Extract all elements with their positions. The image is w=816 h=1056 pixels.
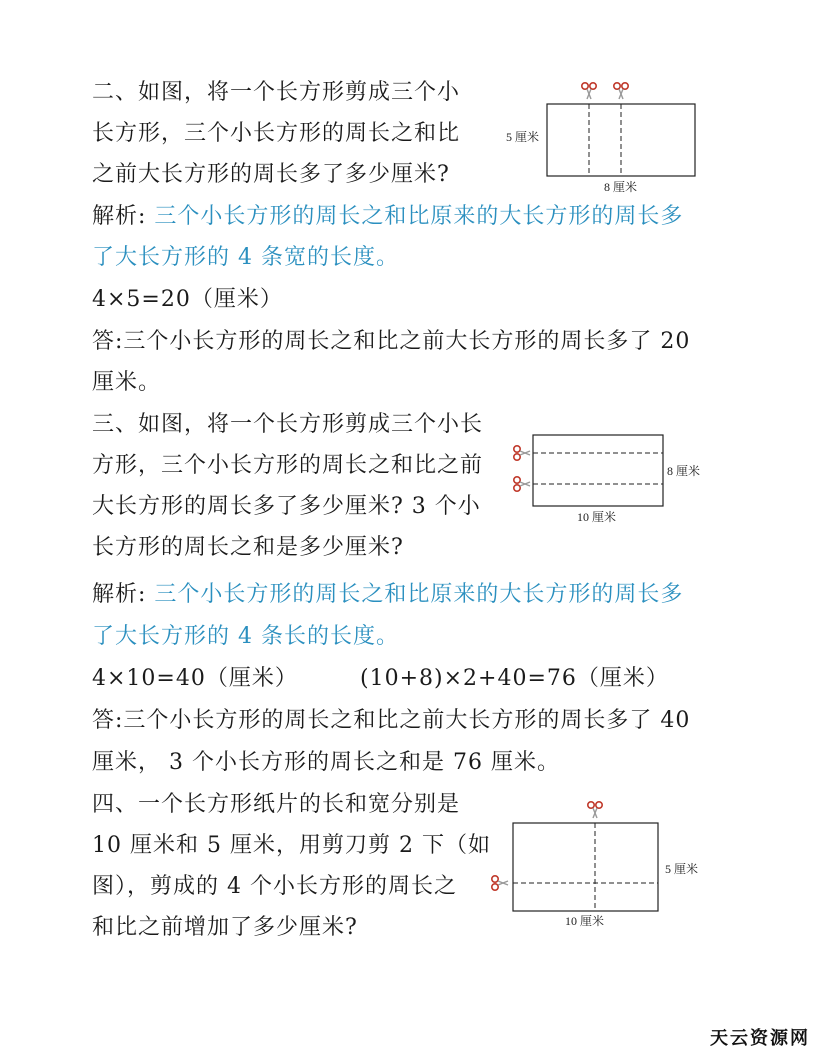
q3-analysis-label: 解析: — [92, 582, 147, 607]
q3-side-label: 8 厘米 — [667, 464, 701, 478]
scissors-icon — [614, 83, 628, 99]
q2-analysis-text-1: 三个小长方形的周长之和比原来的大长方形的周长多 — [154, 204, 684, 229]
q3-rectangle — [533, 435, 663, 506]
scissors-icon — [492, 876, 508, 890]
q3-text-line-4: 长方形的周长之和是多少厘米? — [92, 535, 404, 560]
scissors-icon — [514, 446, 530, 460]
q3-text-line-3: 大长方形的周长多了多少厘米? 3 个小 — [92, 494, 481, 519]
q3-text-line-2: 方形，三个小长方形的周长之和比之前 — [92, 453, 484, 478]
q4-text-line-3: 图），剪成的 4 个小长方形的周长之 — [92, 874, 457, 899]
q4-text-line-4: 和比之前增加了多少厘米? — [92, 915, 358, 940]
q2-analysis-line-2: 了大长方形的 4 条宽的长度。 — [92, 245, 399, 270]
q3-calc-2: (10+8)×2+40=76（厘米） — [360, 666, 669, 691]
q2-bottom-label: 8 厘米 — [604, 180, 638, 194]
q3-analysis-text-1: 三个小长方形的周长之和比原来的大长方形的周长多 — [154, 582, 684, 607]
q2-side-label: 5 厘米 — [506, 130, 540, 144]
q4-figure — [485, 795, 715, 930]
q3-answer-line-2: 厘米， 3 个小长方形的周长之和是 76 厘米。 — [92, 750, 560, 775]
q3-analysis-line-2: 了大长方形的 4 条长的长度。 — [92, 624, 399, 649]
q2-figure — [500, 76, 710, 196]
q2-answer-line-2: 厘米。 — [92, 370, 162, 395]
q3-answer-line-1: 答:三个小长方形的周长之和比之前大长方形的周长多了 40 — [92, 708, 691, 733]
q2-text-line-1: 二、如图，将一个长方形剪成三个小 — [92, 80, 461, 105]
q4-bottom-label: 10 厘米 — [565, 914, 605, 928]
scissors-icon — [582, 83, 596, 99]
q2-analysis-label: 解析: — [92, 204, 147, 229]
q4-text-line-1: 四、一个长方形纸片的长和宽分别是 — [92, 792, 461, 817]
q4-rectangle — [513, 823, 658, 911]
q4-text-line-2: 10 厘米和 5 厘米，用剪刀剪 2 下（如 — [92, 833, 491, 858]
q3-calc-1: 4×10=40（厘米） — [92, 666, 298, 691]
q3-analysis-line-1 — [92, 580, 683, 610]
scissors-icon — [514, 477, 530, 491]
watermark-text: 天云资源网 — [710, 1028, 810, 1049]
q2-text-line-2: 长方形，三个小长方形的周长之和比 — [92, 121, 461, 146]
q3-text-line-1: 三、如图，将一个长方形剪成三个小长 — [92, 412, 484, 437]
q3-figure — [505, 425, 715, 530]
q3-bottom-label: 10 厘米 — [577, 510, 617, 524]
q2-text-line-3: 之前大长方形的周长多了多少厘米? — [92, 162, 450, 187]
q2-calc: 4×5=20（厘米） — [92, 287, 283, 312]
scissors-icon — [588, 802, 602, 818]
q4-side-label: 5 厘米 — [665, 862, 699, 876]
q2-analysis-line-1 — [92, 202, 683, 232]
q2-answer-line-1: 答:三个小长方形的周长之和比之前大长方形的周长多了 20 — [92, 329, 691, 354]
